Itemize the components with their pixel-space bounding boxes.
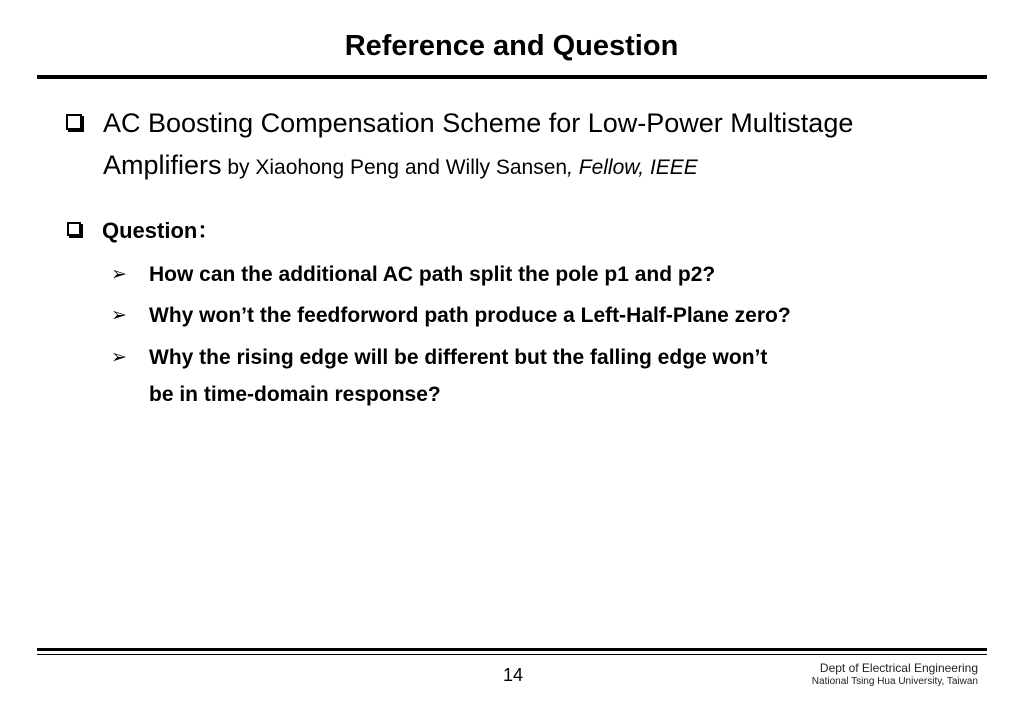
checkbox-bullet-icon <box>67 222 81 236</box>
reference-title-line1: AC Boosting Compensation Scheme for Low-Power Multistage <box>103 108 854 138</box>
title-divider <box>37 75 987 79</box>
footer-department: Dept of Electrical Engineering <box>819 661 978 675</box>
slide-title: Reference and Question <box>344 30 679 62</box>
reference-authors: by Xiaohong Peng and Willy Sansen <box>221 156 568 179</box>
arrow-bullet-icon: ➢ <box>111 305 127 326</box>
reference-title-end: Amplifiers <box>103 150 222 180</box>
question-heading: Question： <box>102 218 220 243</box>
question-text: How can the additional AC path split the pole p1 and p2? <box>149 263 716 286</box>
footer-divider-thin <box>37 654 987 655</box>
arrow-bullet-icon: ➢ <box>111 264 127 285</box>
checkbox-bullet-icon <box>66 114 82 130</box>
footer-divider <box>37 648 987 651</box>
reference-title-line2 <box>103 145 698 188</box>
arrow-bullet-icon: ➢ <box>111 347 127 368</box>
footer-university: National Tsing Hua University, Taiwan <box>811 676 978 687</box>
page-number: 14 <box>502 665 524 685</box>
question-text: Why won’t the feedforword path produce a Left-Half-Plane zero? <box>149 304 791 327</box>
question-text: Why the rising edge will be different but the falling edge won’t <box>149 346 768 369</box>
reference-fellow: , Fellow, IEEE <box>567 156 698 179</box>
question-text-continuation: be in time-domain response? <box>149 383 441 406</box>
